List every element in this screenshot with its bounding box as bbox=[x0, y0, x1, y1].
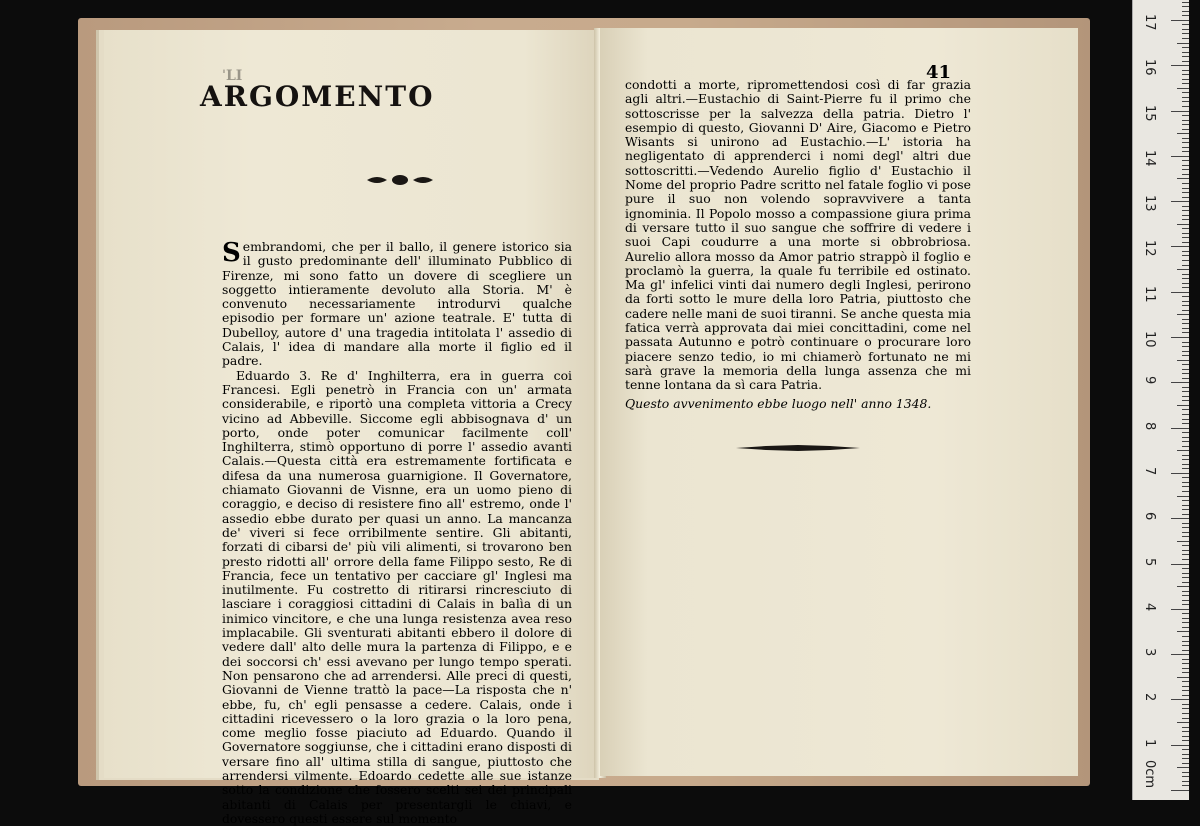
ruler-tick bbox=[1182, 242, 1189, 243]
ruler-tick bbox=[1182, 101, 1189, 102]
ruler-number: 6 bbox=[1142, 512, 1157, 521]
ruler-tick bbox=[1182, 409, 1189, 410]
ruler-number: 11 bbox=[1142, 285, 1157, 303]
ruler-tick bbox=[1182, 165, 1189, 166]
ruler-tick bbox=[1171, 609, 1189, 610]
ruler-tick bbox=[1182, 582, 1189, 583]
ruler-tick bbox=[1182, 758, 1189, 759]
ruler-tick bbox=[1182, 251, 1189, 252]
ruler-tick bbox=[1182, 423, 1189, 424]
ruler-number: 8 bbox=[1142, 421, 1157, 430]
ruler-tick bbox=[1177, 405, 1189, 406]
ruler-tick bbox=[1171, 156, 1189, 157]
ruler-tick bbox=[1182, 704, 1189, 705]
ruler-tick bbox=[1182, 2, 1189, 3]
ruler-tick bbox=[1182, 446, 1189, 447]
ruler-tick bbox=[1182, 160, 1189, 161]
ruler-tick bbox=[1182, 274, 1189, 275]
ruler-tick bbox=[1182, 763, 1189, 764]
ruler-tick bbox=[1182, 736, 1189, 737]
ruler-tick bbox=[1182, 509, 1189, 510]
ruler-number: 2 bbox=[1142, 693, 1157, 702]
ruler-tick bbox=[1182, 210, 1189, 211]
ruler-tick bbox=[1182, 600, 1189, 601]
ruler-tick bbox=[1182, 74, 1189, 75]
ruler-tick bbox=[1182, 772, 1189, 773]
ruler-tick bbox=[1182, 197, 1189, 198]
ruler-tick bbox=[1177, 88, 1189, 89]
ruler-tick bbox=[1182, 459, 1189, 460]
ruler-tick bbox=[1182, 559, 1189, 560]
page-number: 41 bbox=[926, 62, 952, 83]
paragraph: condotti a morte, ripromettendosi così di far grazia agli altri.—Eustachio di Saint-Pierre fu il primo che sottoscrisse per la salvezza della patria. Dietro l' esempio di questo, Giovanni D' Aire, Giacomo e Pietro Wisants si unirono ad Eustachio.—L' istoria ha negligentato di apprenderci i nomi degl' altri due sottoscritti.—Vedendo Aurelio figlio d' Eustachio il Nome del proprio Padre scritto nel fatale foglio vi pose pure il suo non volendo sopravvivere a tanta ignominia. Il Popolo mosso a compassione giura prima di versare tutto il suo sangue che soffrire di vedere i suoi Capi coudurre a una morte si obbrobriosa. Aurelio allora mosso da Amor patrio strappò il foglio e proclamò la guerra, la quale fu terribile ed ostinato. Ma gl' infelici vinti dai numero degli Inglesi, perirono da forti sotto le mure della loro Patria, piuttosto che cadere nelle mani de suoi tiranni. Se anche questa mia fatica verrà approvata dai miei concittadini, come nel passata Autunno e potrò continuare o procurare loro piacere senzo tedio, io mi chiamerò fortunato ne mi sarà grave la memoria della lunga assenza che mi tenne lontana da sì cara Patria. bbox=[625, 77, 971, 393]
ruler-tick bbox=[1182, 595, 1189, 596]
paragraph-text: embrandomi, che per il ballo, il genere istorico sia il gusto predominante dell' illuminato Pubblico di Firenze, mi sono fatto un dovere di scegliere un soggetto intieramente devoluto alla Storia. M' è convenuto necessariamente introdurvi qualche episodio per formare un' azione teatrale. E' tutta di Dubelloy, autore d' una tragedia intitolata l' assedio di Calais, l' idea di mandare alla morte il figlio ed il padre. bbox=[222, 239, 572, 369]
ruler-number: 14 bbox=[1142, 149, 1157, 167]
ruler-tick bbox=[1182, 287, 1189, 288]
ruler-tick bbox=[1182, 645, 1189, 646]
ruler-tick bbox=[1182, 486, 1189, 487]
ruler-tick bbox=[1182, 215, 1189, 216]
ruler-tick bbox=[1177, 631, 1189, 632]
ruler-tick bbox=[1182, 690, 1189, 691]
ruler-tick bbox=[1182, 151, 1189, 152]
ruler-tick bbox=[1182, 106, 1189, 107]
ornament-top-icon bbox=[365, 172, 435, 188]
ruler-tick bbox=[1182, 491, 1189, 492]
ruler-tick bbox=[1182, 124, 1189, 125]
ruler-tick bbox=[1177, 541, 1189, 542]
ruler-tick bbox=[1182, 188, 1189, 189]
ruler-tick bbox=[1182, 554, 1189, 555]
ruler-tick bbox=[1182, 414, 1189, 415]
ruler-tick bbox=[1182, 115, 1189, 116]
ruler-tick bbox=[1182, 206, 1189, 207]
ruler-tick bbox=[1182, 192, 1189, 193]
ruler-number: 9 bbox=[1142, 376, 1157, 385]
ruler-tick bbox=[1177, 360, 1189, 361]
paragraph bbox=[222, 240, 572, 369]
ruler-tick bbox=[1182, 61, 1189, 62]
ruler-tick bbox=[1182, 419, 1189, 420]
ruler-tick bbox=[1182, 15, 1189, 16]
ruler-tick bbox=[1182, 364, 1189, 365]
corner-mark: ˈLI bbox=[222, 68, 243, 84]
ruler-tick bbox=[1182, 11, 1189, 12]
ruler-tick bbox=[1171, 201, 1189, 202]
ruler-number: 5 bbox=[1142, 557, 1157, 566]
ruler-tick bbox=[1171, 699, 1189, 700]
ruler-tick bbox=[1182, 169, 1189, 170]
ruler-tick bbox=[1177, 178, 1189, 179]
ruler-tick bbox=[1182, 79, 1189, 80]
ruler-tick bbox=[1182, 56, 1189, 57]
ruler-tick bbox=[1171, 20, 1189, 21]
ruler-tick bbox=[1171, 428, 1189, 429]
ruler-tick bbox=[1182, 70, 1189, 71]
ruler-number: 4 bbox=[1142, 602, 1157, 612]
ruler-tick bbox=[1182, 387, 1189, 388]
ruler-tick bbox=[1182, 749, 1189, 750]
ruler-tick bbox=[1182, 355, 1189, 356]
ruler-tick bbox=[1182, 464, 1189, 465]
ruler-tick bbox=[1182, 455, 1189, 456]
ruler-tick bbox=[1182, 378, 1189, 379]
ruler-tick bbox=[1182, 550, 1189, 551]
ruler-tick bbox=[1177, 269, 1189, 270]
ruler-tick bbox=[1182, 636, 1189, 637]
ruler-tick bbox=[1182, 527, 1189, 528]
left-page-body bbox=[222, 240, 572, 826]
ruler-tick bbox=[1182, 283, 1189, 284]
right-page-body bbox=[625, 78, 971, 411]
ruler-tick bbox=[1182, 52, 1189, 53]
ruler-tick bbox=[1182, 591, 1189, 592]
ruler-tick bbox=[1182, 142, 1189, 143]
ruler-tick bbox=[1182, 604, 1189, 605]
ruler-tick bbox=[1182, 672, 1189, 673]
ruler-tick bbox=[1182, 342, 1189, 343]
ruler-tick bbox=[1182, 396, 1189, 397]
ruler-tick bbox=[1182, 622, 1189, 623]
page-title: ARGOMENTO bbox=[200, 80, 435, 113]
ruler-tick bbox=[1182, 24, 1189, 25]
ruler-tick bbox=[1182, 323, 1189, 324]
ruler-tick bbox=[1182, 97, 1189, 98]
ruler-tick bbox=[1182, 514, 1189, 515]
ruler-tick bbox=[1177, 677, 1189, 678]
ruler-tick bbox=[1182, 6, 1189, 7]
ruler-tick bbox=[1182, 668, 1189, 669]
ruler-tick bbox=[1182, 641, 1189, 642]
ruler-tick bbox=[1182, 785, 1189, 786]
ornament-rule-icon bbox=[736, 443, 860, 453]
ruler-tick bbox=[1182, 83, 1189, 84]
ruler-tick bbox=[1171, 382, 1189, 383]
ruler-tick bbox=[1182, 346, 1189, 347]
ruler-tick bbox=[1182, 432, 1189, 433]
ruler-number: 12 bbox=[1142, 240, 1157, 257]
ruler-tick bbox=[1171, 518, 1189, 519]
ruler-tick bbox=[1182, 532, 1189, 533]
ruler-tick bbox=[1182, 781, 1189, 782]
ruler-tick bbox=[1177, 133, 1189, 134]
ruler-tick bbox=[1171, 111, 1189, 112]
ruler-tick bbox=[1177, 224, 1189, 225]
ruler-tick bbox=[1182, 260, 1189, 261]
ruler-tick bbox=[1182, 477, 1189, 478]
ruler-tick bbox=[1182, 296, 1189, 297]
ruler-tick bbox=[1182, 33, 1189, 34]
ruler-tick bbox=[1177, 43, 1189, 44]
ruler-tick bbox=[1171, 65, 1189, 66]
ruler-tick bbox=[1182, 92, 1189, 93]
ruler-tick bbox=[1182, 500, 1189, 501]
ruler-tick bbox=[1182, 482, 1189, 483]
ruler-tick bbox=[1182, 183, 1189, 184]
ruler-tick bbox=[1182, 237, 1189, 238]
ruler-tick bbox=[1182, 437, 1189, 438]
ruler-tick bbox=[1182, 219, 1189, 220]
ruler-tick bbox=[1177, 586, 1189, 587]
ruler-tick bbox=[1182, 305, 1189, 306]
ruler-tick bbox=[1182, 754, 1189, 755]
ruler-tick bbox=[1182, 695, 1189, 696]
ruler-tick bbox=[1182, 278, 1189, 279]
ruler-tick bbox=[1182, 138, 1189, 139]
ruler-tick bbox=[1182, 332, 1189, 333]
ruler-tick bbox=[1182, 228, 1189, 229]
ruler-tick bbox=[1182, 468, 1189, 469]
ruler-tick bbox=[1182, 681, 1189, 682]
ruler-tick bbox=[1182, 351, 1189, 352]
ruler-number: 7 bbox=[1142, 466, 1157, 476]
ruler-tick bbox=[1182, 301, 1189, 302]
ruler-tick bbox=[1182, 47, 1189, 48]
ruler-number: 15 bbox=[1142, 104, 1157, 122]
ruler-tick bbox=[1177, 767, 1189, 768]
ruler-tick bbox=[1182, 776, 1189, 777]
ruler-tick bbox=[1182, 129, 1189, 130]
ruler-tick bbox=[1182, 573, 1189, 574]
ruler-tick bbox=[1182, 627, 1189, 628]
ruler-tick bbox=[1182, 265, 1189, 266]
ruler-tick bbox=[1182, 545, 1189, 546]
ruler-tick bbox=[1182, 174, 1189, 175]
ruler-tick bbox=[1182, 663, 1189, 664]
ruler-tick bbox=[1182, 718, 1189, 719]
ruler-tick bbox=[1182, 536, 1189, 537]
ruler-tick bbox=[1182, 505, 1189, 506]
ruler-tick bbox=[1177, 450, 1189, 451]
drop-cap: S bbox=[222, 238, 241, 268]
ruler-tick bbox=[1182, 391, 1189, 392]
measuring-ruler bbox=[1132, 0, 1189, 800]
ruler-tick bbox=[1177, 496, 1189, 497]
ruler-tick bbox=[1182, 373, 1189, 374]
ruler-tick bbox=[1182, 731, 1189, 732]
ruler-tick bbox=[1171, 337, 1189, 338]
ruler-tick bbox=[1182, 523, 1189, 524]
ruler-tick bbox=[1182, 659, 1189, 660]
ruler-tick bbox=[1182, 577, 1189, 578]
ruler-tick bbox=[1182, 38, 1189, 39]
ruler-tick bbox=[1182, 400, 1189, 401]
ruler-tick bbox=[1171, 654, 1189, 655]
ruler-number: 13 bbox=[1142, 195, 1157, 212]
ruler-number: 16 bbox=[1142, 59, 1157, 76]
ruler-number: 10 bbox=[1142, 331, 1157, 348]
ruler-tick bbox=[1182, 568, 1189, 569]
ruler-tick bbox=[1171, 473, 1189, 474]
ruler-tick bbox=[1182, 713, 1189, 714]
ruler-tick bbox=[1177, 722, 1189, 723]
ruler-tick bbox=[1182, 328, 1189, 329]
ruler-tick bbox=[1182, 708, 1189, 709]
ruler-tick bbox=[1177, 314, 1189, 315]
ruler-tick bbox=[1182, 618, 1189, 619]
ruler-tick bbox=[1182, 650, 1189, 651]
ruler-tick bbox=[1171, 790, 1189, 791]
paragraph: Eduardo 3. Re d' Inghilterra, era in guerra coi Francesi. Egli penetrò in Francia con un' armata considerabile, e riportò una completa vittoria a Crecy vicino ad Abbeville. Siccome egli abbisognava d' un porto, onde poter comunicar facilmente coll' Inghilterra, stimò opportuno di porre l' assedio avanti Calais.—Questa città era estremamente fortificata e difesa da una numerosa guarnigione. Il Governatore, chiamato Giovanni de Visnne, era un uomo pieno di coraggio, e deciso di resistere fino all' estremo, onde l' assedio ebbe durato per quasi un anno. La mancanza de' viveri si fece orribilmente sentire. Gli abitanti, forzati di cibarsi de' più vili alimenti, si trovarono ben presto ridotti all' orrore della fame Filippo sesto, Re di Francia, fece un tentativo per cacciare gl' Inglesi ma inutilmente. Fu costretto di ritirarsi rincresciuto di lasciare i coraggiosi cittadini di Calais in balìa di un inimico vincitore, e che una lunga resistenza avea reso implacabile. Gli sventurati abitanti ebbero il dolore di vedere dall' alto delle mura la partenza di Filippo, e e dei soccorsi ch' essi avevano per lungo tempo sperati. Non pensarono che ad arrendersi. Alle preci di questi, Giovanni de Vienne trattò la pace—La risposta che n' ebbe, fu, ch' egli pensasse a cedere. Calais, onde i cittadini ricevessero o la loro grazia o la loro pena, come meglio fosse piaciuto ad Eduardo. Quando il Governatore soggiunse, che i cittadini erano disposti di versare fino all' ultima stilla di sangue, piuttosto che arrendersi vilmente. Edoardo cedette alle sue istanze sotto la condizione che fossero scelti sei dei principali abitanti di Calais per presentargli le chiavi, e dovessero questi essere sul momento bbox=[222, 367, 572, 826]
ruler-number: 3 bbox=[1142, 648, 1157, 657]
closing-line: Questo avvenimento ebbe luogo nell' anno 1348. bbox=[625, 395, 932, 411]
ruler-tick bbox=[1182, 255, 1189, 256]
ruler-tick bbox=[1171, 246, 1189, 247]
ruler-tick bbox=[1182, 233, 1189, 234]
ruler-tick bbox=[1171, 564, 1189, 565]
ruler-tick bbox=[1182, 441, 1189, 442]
ruler-tick bbox=[1182, 740, 1189, 741]
ruler-tick bbox=[1182, 310, 1189, 311]
ruler-tick bbox=[1182, 727, 1189, 728]
ruler-number: 17 bbox=[1142, 13, 1157, 31]
ruler-tick bbox=[1182, 613, 1189, 614]
ruler-tick bbox=[1182, 369, 1189, 370]
ruler-tick bbox=[1171, 292, 1189, 293]
ruler-tick bbox=[1182, 120, 1189, 121]
ruler-tick bbox=[1182, 29, 1189, 30]
ruler-tick bbox=[1182, 147, 1189, 148]
ruler-tick bbox=[1182, 686, 1189, 687]
ruler-tick bbox=[1171, 745, 1189, 746]
ruler-number: 1 bbox=[1142, 738, 1157, 747]
ruler-unit-label: 0cm bbox=[1142, 760, 1157, 789]
ruler-tick bbox=[1182, 319, 1189, 320]
